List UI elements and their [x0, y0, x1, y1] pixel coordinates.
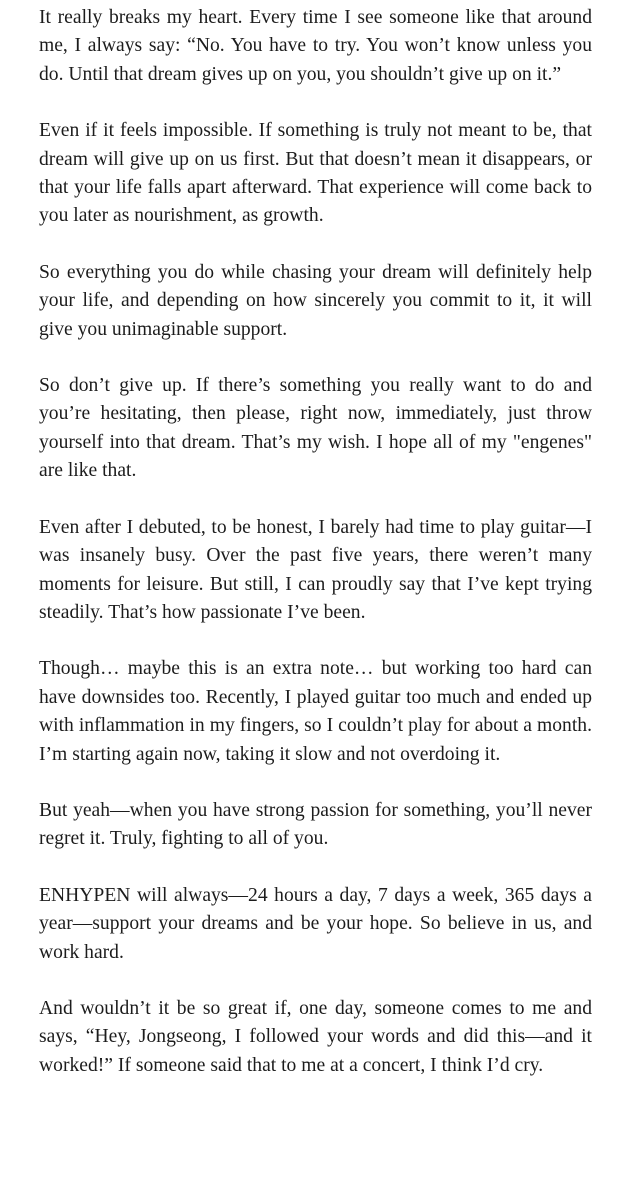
paragraph-2: Even if it feels impossible. If something is truly not meant to be, that dream will give up on us first. But that doesn’t mean it disappears, or that your life falls apart afterward. That experience will come back to you later as nourishment, as growth. [39, 120, 592, 227]
paragraph-3: So everything you do while chasing your dream will definitely help your life, and depending on how sincerely you commit to it, it will give you unimaginable support. [39, 261, 592, 340]
paragraph-8: ENHYPEN will always—24 hours a day, 7 days a week, 365 days a year—support your dreams and be your hope. So believe in us, and work hard. [39, 884, 592, 963]
paragraph-9: And wouldn’t it be so great if, one day, someone comes to me and says, “Hey, Jongseong, I followed your words and did this—and it worked!” If someone said that to me at a concert, I think I’d cry. [39, 997, 592, 1076]
paragraph-6: Though… maybe this is an extra note… but working too hard can have downsides too. Recently, I played guitar too much and ended up with inflammation in my fingers, so I couldn’t play for about a month. I’m starting again now, taking it slow and not overdoing it. [39, 658, 592, 765]
paragraph-1: It really breaks my heart. Every time I see someone like that around me, I always say: “No. You have to try. You won’t know unless you do. Until that dream gives up on you, you shouldn’t give up on it.” [39, 7, 592, 85]
paragraph-7: But yeah—when you have strong passion for something, you’ll never regret it. Truly, fighting to all of you. [39, 799, 592, 850]
paragraph-5: Even after I debuted, to be honest, I barely had time to play guitar—I was insanely busy. Over the past five years, there weren’t many moments for leisure. But still, I can proudly say that I’ve kept trying steadily. That’s how passionate I’ve been. [39, 516, 592, 623]
paragraph-4: So don’t give up. If there’s something you really want to do and you’re hesitating, then please, right now, immediately, just throw yourself into that dream. That’s my wish. I hope all of my "engenes" are like that. [39, 375, 592, 482]
